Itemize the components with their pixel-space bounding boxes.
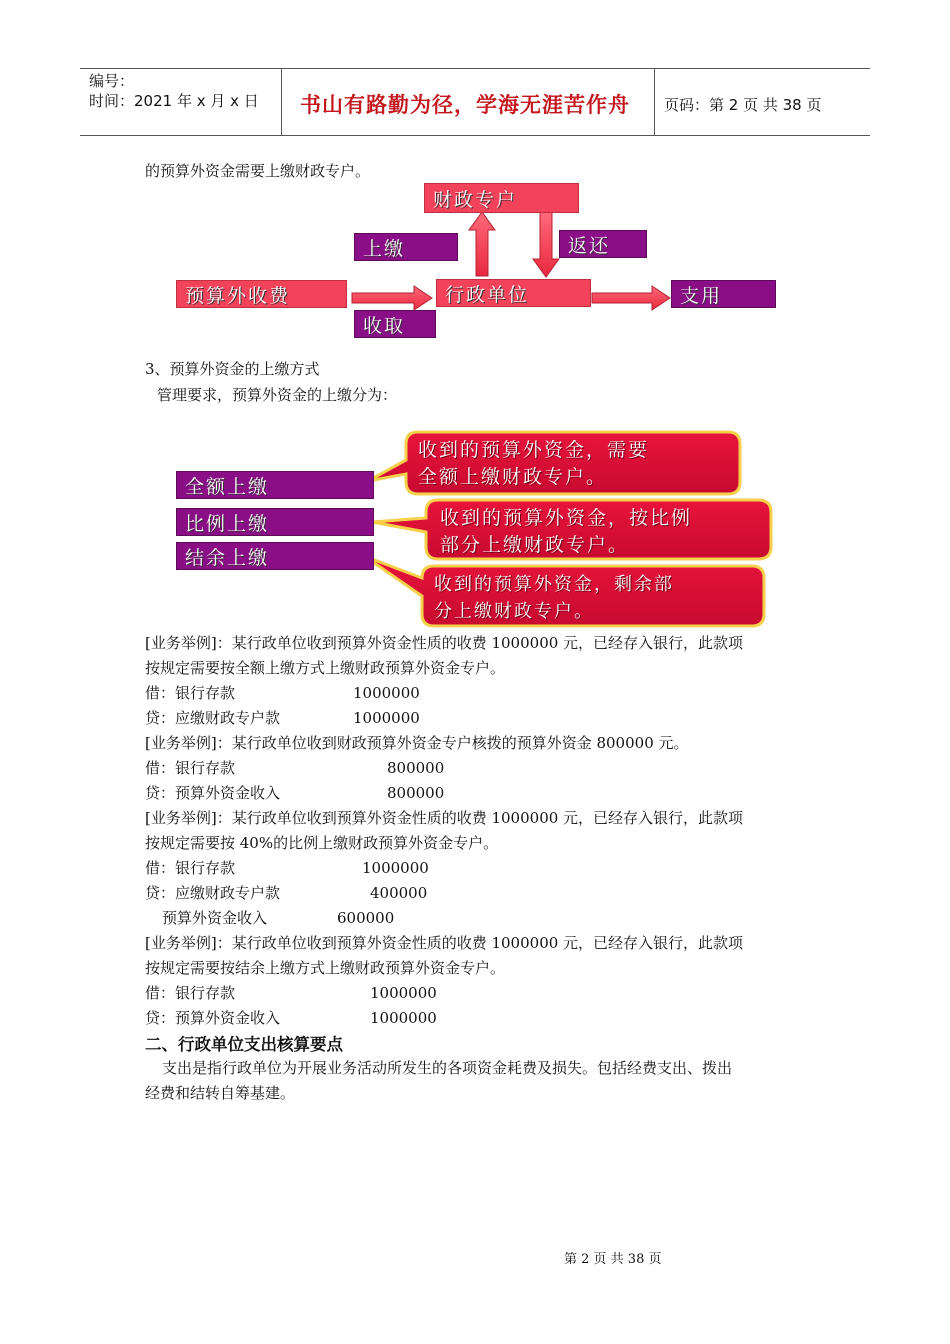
section2-title: 二、行政单位支出核算要点: [145, 1035, 343, 1054]
entry-amount-1: 1000000: [353, 684, 420, 702]
example4-line1: [业务举例]：某行政单位收到预算外资金性质的收费 1000000 元，已经存入银行，此款项: [145, 934, 744, 952]
example4-line2: 按规定需要按结余上缴方式上缴财政预算外资金专户。: [145, 959, 506, 977]
header-page-label: 页码：第 2 页 共 38 页: [664, 96, 822, 114]
entry-debit-2: 借：银行存款: [145, 759, 236, 777]
example3-line2: 按规定需要按 40%的比例上缴财政预算外资金专户。: [145, 834, 499, 852]
callout-ratio-line1: 收到的预算外资金，按比例: [440, 507, 693, 529]
section2-paragraph-line1: 支出是指行政单位为开展业务活动所发生的各项资金耗费及损失。包括经费支出、拨出: [162, 1059, 733, 1077]
callout-ratio-line2: 部分上缴财政专户。: [440, 534, 630, 556]
entry-amount-4: 800000: [387, 784, 445, 802]
entry-amount-8: 1000000: [370, 984, 437, 1002]
example1-line2: 按规定需要按全额上缴方式上缴财政预算外资金专户。: [145, 659, 506, 677]
callout-balance-line1: 收到的预算外资金，剩余部: [434, 574, 674, 595]
intro-tail-text: 的预算外资金需要上缴财政专户。: [145, 162, 371, 180]
header-number-label: 编号：: [89, 72, 135, 90]
example3-line1: [业务举例]：某行政单位收到预算外资金性质的收费 1000000 元，已经存入银行，此款项: [145, 809, 744, 827]
page-footer: 第 2 页 共 38 页: [564, 1252, 662, 1267]
entry-debit-3: 借：银行存款: [145, 859, 236, 877]
box-admin-unit: 行政单位: [436, 279, 591, 307]
entry-amount-6: 400000: [370, 884, 428, 902]
entry-debit-1: 借：银行存款: [145, 684, 236, 702]
method-full: 全额上缴: [176, 471, 374, 499]
box-fiscal-account: 财政专户: [424, 183, 579, 213]
entry-amount-7: 600000: [337, 909, 395, 927]
entry-amount-2: 1000000: [353, 709, 420, 727]
callout-full-line2: 全额上缴财政专户。: [418, 466, 608, 488]
box-extra-budget-fees: 预算外收费: [176, 280, 347, 308]
entry-credit-2: 贷：预算外资金收入: [145, 784, 281, 802]
entry-amount-3: 800000: [387, 759, 445, 777]
entry-debit-4: 借：银行存款: [145, 984, 236, 1002]
entry-amount-5: 1000000: [362, 859, 429, 877]
box-collect: 收取: [354, 310, 436, 338]
entry-credit-1: 贷：应缴财政专户款: [145, 709, 281, 727]
box-return: 返还: [559, 230, 647, 258]
box-pay-up: 上缴: [354, 233, 458, 261]
example2-line1: [业务举例]：某行政单位收到财政预算外资金专户核拨的预算外资金 800000 元。: [145, 734, 689, 752]
entry-credit-3b: 预算外资金收入: [162, 909, 268, 927]
section3-intro: 管理要求，预算外资金的上缴分为：: [157, 386, 398, 404]
section2-paragraph-line2: 经费和结转自筹基建。: [145, 1084, 296, 1102]
method-ratio: 比例上缴: [176, 508, 374, 536]
entry-credit-4: 贷：预算外资金收入: [145, 1009, 281, 1027]
example1-line1: [业务举例]：某行政单位收到预算外资金性质的收费 1000000 元，已经存入银行，此款项: [145, 634, 744, 652]
method-balance: 结余上缴: [176, 542, 374, 570]
callout-full-line1: 收到的预算外资金，需要: [418, 439, 650, 461]
entry-credit-3: 贷：应缴财政专户款: [145, 884, 281, 902]
box-spend: 支用: [671, 280, 776, 308]
entry-amount-9: 1000000: [370, 1009, 437, 1027]
header-motto: 书山有路勤为径，学海无涯苦作舟: [300, 93, 630, 117]
section3-title: 3、预算外资金的上缴方式: [145, 360, 320, 378]
callout-balance-line2: 分上缴财政专户。: [434, 601, 594, 622]
header-time-label: 时间：2021 年 x 月 x 日: [89, 92, 259, 110]
